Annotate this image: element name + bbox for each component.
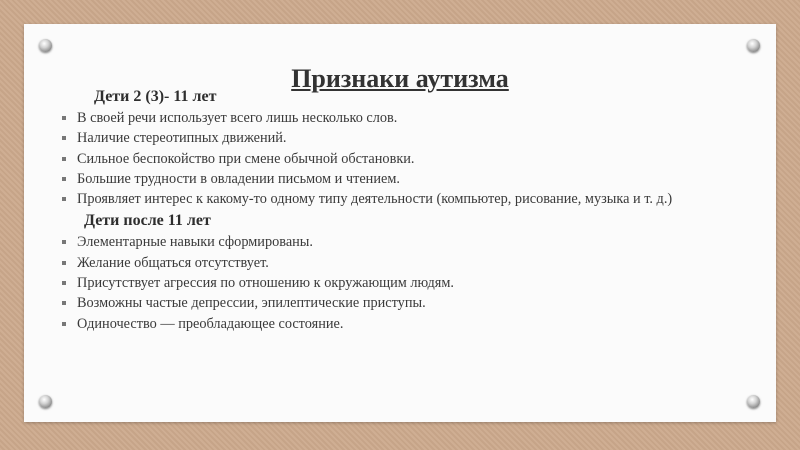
bullet-list-after-11 xyxy=(58,232,698,333)
pin-icon xyxy=(39,395,52,408)
slide-content xyxy=(58,86,698,334)
slide-title: Признаки аутизма xyxy=(291,64,509,93)
section-heading-after-11: Дети после 11 лет xyxy=(84,212,211,230)
list-item: Наличие стереотипных движений. xyxy=(58,128,698,148)
pin-icon xyxy=(747,39,760,52)
section-heading-2-11: Дети 2 (3)- 11 лет xyxy=(94,88,217,105)
pin-icon xyxy=(747,395,760,408)
pin-icon xyxy=(39,39,52,52)
list-item: В своей речи использует всего лишь несколько слов. xyxy=(58,108,698,128)
list-item: Возможны частые депрессии, эпилептические приступы. xyxy=(58,293,698,313)
list-item: Одиночество — преобладающее состояние. xyxy=(58,314,698,334)
list-item: Присутствует агрессия по отношению к окружающим людям. xyxy=(58,273,698,293)
list-item: Проявляет интерес к какому-то одному типу деятельности (компьютер, рисование, музыка и т. д.) xyxy=(58,189,698,209)
list-item: Большие трудности в овладении письмом и чтением. xyxy=(58,169,698,189)
list-item: Желание общаться отсутствует. xyxy=(58,253,698,273)
list-item: Элементарные навыки сформированы. xyxy=(58,232,698,252)
bullet-list-2-11 xyxy=(58,108,698,209)
list-item: Сильное беспокойство при смене обычной обстановки. xyxy=(58,149,698,169)
